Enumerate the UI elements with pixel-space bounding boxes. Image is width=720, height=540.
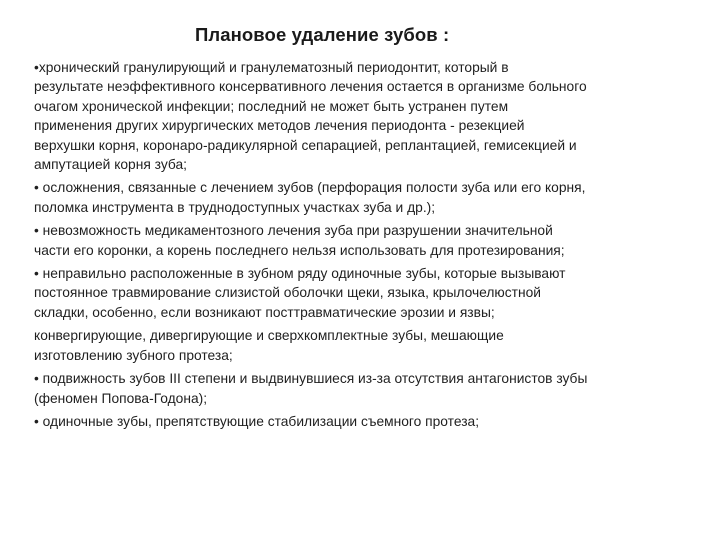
text-line: конвергирующие, дивергирующие и сверхкомплектные зубы, мешающие bbox=[34, 328, 504, 344]
text-line: результате неэффективного консервативного лечения остается в организме больного bbox=[34, 79, 587, 95]
slide-content bbox=[34, 58, 702, 435]
text-line: очагом хронической инфекции; последний не может быть устранен путем bbox=[34, 98, 509, 114]
text-line: • неправильно расположенные в зубном ряду одиночные зубы, которые вызывают bbox=[34, 266, 566, 282]
text-line: верхушки корня, коронаро-радикулярной сепарацией, реплантацией, гемисекцией и bbox=[34, 137, 577, 153]
text-line: применения других хирургических методов лечения периодонта - резекцией bbox=[34, 118, 525, 134]
list-item bbox=[34, 221, 702, 260]
text-line: ампутацией корня зуба; bbox=[34, 157, 187, 173]
list-item bbox=[34, 326, 702, 365]
text-line: части его коронки, а корень последнего нельзя использовать для протезирования; bbox=[34, 242, 565, 258]
text-line: складки, особенно, если возникают посттравматические эрозии и язвы; bbox=[34, 304, 495, 320]
list-item bbox=[34, 178, 702, 217]
list-item bbox=[34, 369, 702, 408]
text-line: изготовлению зубного протеза; bbox=[34, 347, 233, 363]
text-line: •хронический гранулирующий и гранулематозный периодонтит, который в bbox=[34, 60, 509, 75]
text-line: • осложнения, связанные с лечением зубов (перфорация полости зуба или его корня, bbox=[34, 180, 586, 196]
text-line: • одиночные зубы, препятствующие стабилизации съемного протеза; bbox=[34, 413, 480, 429]
text-line: • невозможность медикаментозного лечения зуба при разрушении значительной bbox=[34, 223, 553, 239]
list-item bbox=[34, 264, 702, 322]
text-line: поломка инструмента в труднодоступных участках зуба и др.); bbox=[34, 199, 436, 215]
slide-title: Плановое удаление зубов : bbox=[195, 24, 450, 45]
text-line: постоянное травмирование слизистой оболочки щеки, языка, крылочелюстной bbox=[34, 285, 541, 301]
list-item bbox=[34, 412, 702, 431]
text-line: (феномен Попова-Годона); bbox=[34, 390, 208, 406]
text-line: • подвижность зубов III степени и выдвинувшиеся из-за отсутствия антагонистов зубы bbox=[34, 371, 588, 387]
list-item bbox=[34, 58, 702, 174]
